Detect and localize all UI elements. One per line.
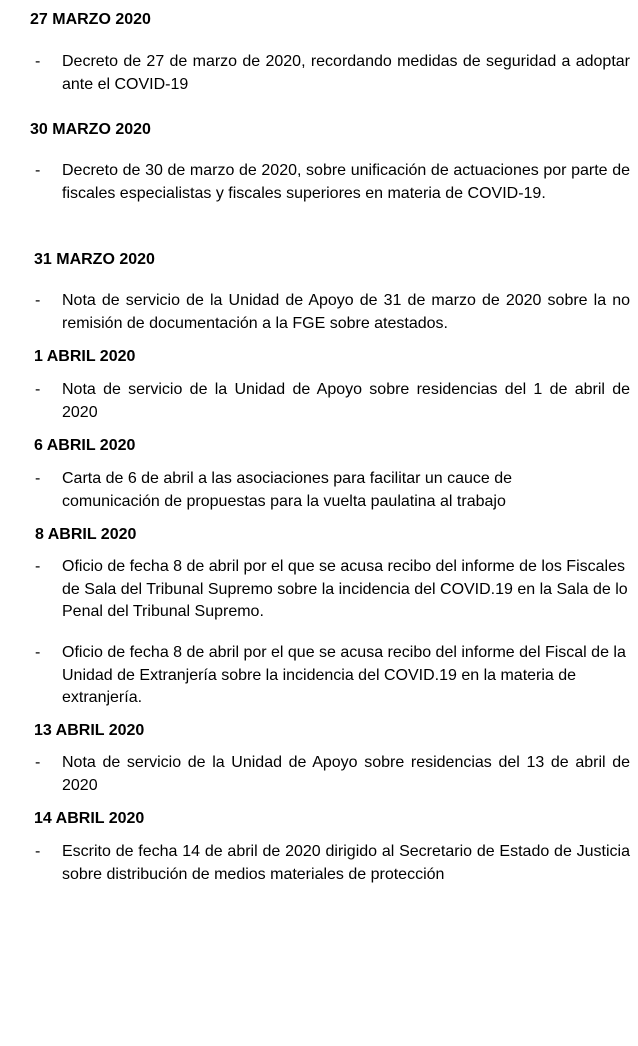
section-date: 1 ABRIL 2020 bbox=[34, 348, 136, 365]
bullet-dash: - bbox=[35, 292, 41, 309]
section-date: 13 ABRIL 2020 bbox=[34, 722, 145, 739]
item-text: Escrito de fecha 14 de abril de 2020 dirigido al Secretario de Estado de Justicia sobre distribución de medios materiales de protección bbox=[62, 843, 630, 883]
section-date: 27 MARZO 2020 bbox=[30, 11, 151, 28]
section-date: 14 ABRIL 2020 bbox=[34, 810, 145, 827]
bullet-dash: - bbox=[35, 470, 41, 487]
item-text: Nota de servicio de la Unidad de Apoyo de 31 de marzo de 2020 sobre la no remisión de documentación a la FGE sobre atestados. bbox=[62, 292, 630, 332]
item-text: Oficio de fecha 8 de abril por el que se acusa recibo del informe de los Fiscales de Sala del Tribunal Supremo sobre la incidencia del COVID.19 en la Sala de lo Penal del Tribunal Supremo. bbox=[62, 558, 628, 620]
bullet-dash: - bbox=[35, 558, 41, 575]
section-date: 8 ABRIL 2020 bbox=[35, 526, 137, 543]
section-date: 31 MARZO 2020 bbox=[34, 251, 155, 268]
item-text: Carta de 6 de abril a las asociaciones para facilitar un cauce de comunicación de propuestas para la vuelta paulatina al trabajo bbox=[62, 470, 513, 510]
section-date: 30 MARZO 2020 bbox=[30, 121, 151, 138]
bullet-dash: - bbox=[35, 644, 41, 661]
bullet-dash: - bbox=[35, 381, 41, 398]
bullet-dash: - bbox=[35, 754, 41, 771]
item-text: Nota de servicio de la Unidad de Apoyo sobre residencias del 13 de abril de 2020 bbox=[62, 754, 630, 794]
item-text: Decreto de 27 de marzo de 2020, recordando medidas de seguridad a adoptar ante el COVID-19 bbox=[62, 53, 630, 93]
bullet-dash: - bbox=[35, 162, 41, 179]
bullet-dash: - bbox=[35, 53, 41, 70]
item-text: Oficio de fecha 8 de abril por el que se acusa recibo del informe del Fiscal de la Unidad de Extranjería sobre la incidencia del COVID.19 en la materia de extranjería. bbox=[62, 644, 626, 706]
item-text: Nota de servicio de la Unidad de Apoyo sobre residencias del 1 de abril de 2020 bbox=[62, 381, 630, 421]
section-date: 6 ABRIL 2020 bbox=[34, 437, 136, 454]
bullet-dash: - bbox=[35, 843, 41, 860]
item-text: Decreto de 30 de marzo de 2020, sobre unificación de actuaciones por parte de fiscales especialistas y fiscales superiores en materia de COVID-19. bbox=[62, 162, 630, 202]
